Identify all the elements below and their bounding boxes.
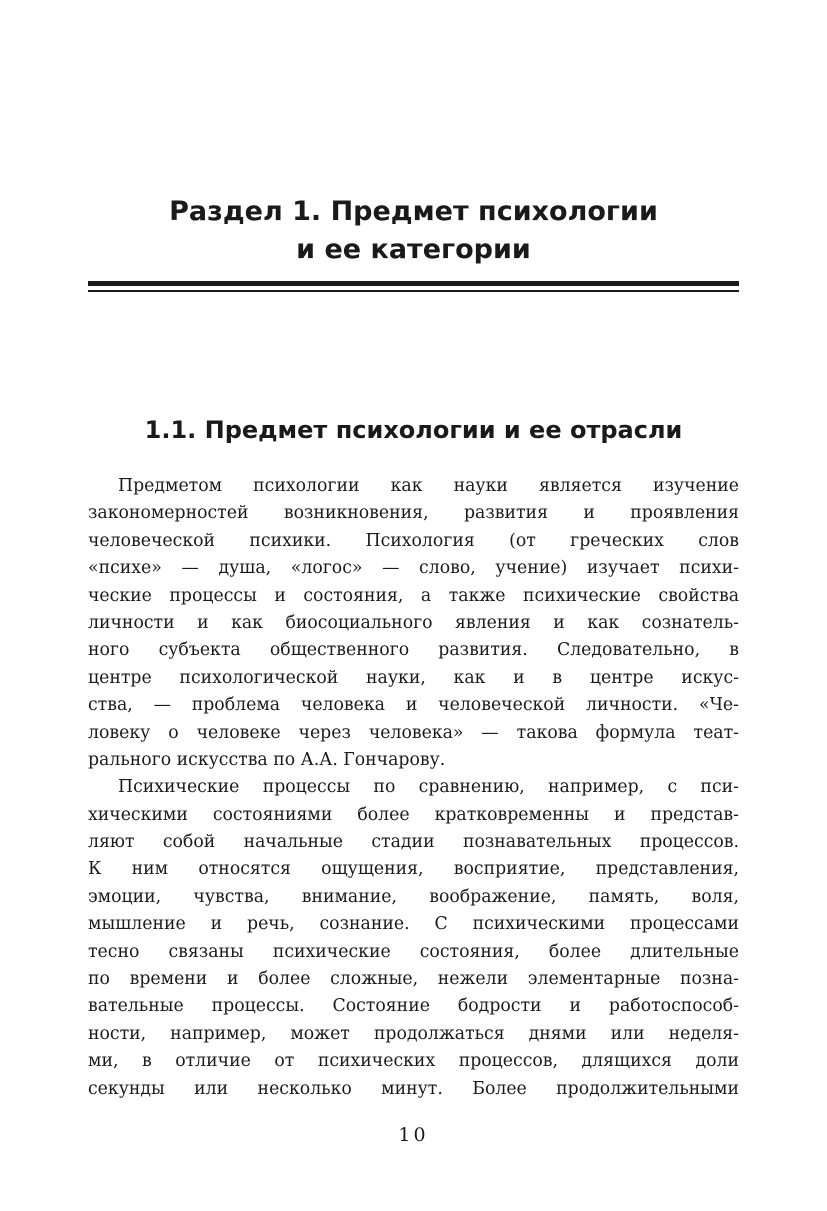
text-line: хическими состояниями более кратковременны и представ- [88, 804, 739, 825]
text-line: мышление и речь, сознание. С психическими процессами [88, 914, 739, 935]
paragraph-2 [88, 774, 739, 1103]
text-line: человеческой психики. Психология (от греческих слов [88, 530, 739, 551]
text-line: вательные процессы. Состояние бодрости и работоспособ- [88, 996, 739, 1017]
chapter-title-line-1: Раздел 1. Предмет психологии [169, 196, 658, 227]
text-line: ческие процессы и состояния, а также психические свойства [88, 585, 739, 606]
text-line: ми, в отличие от психических процессов, длящихся доли [88, 1051, 739, 1072]
text-line: тесно связаны психические состояния, более длительные [88, 941, 739, 962]
text-line: «психе» — душа, «логос» — слово, учение) изучает психи- [88, 558, 739, 579]
text-line: рального искусства по А.А. Гончарову. [88, 749, 446, 770]
title-rule-thick [88, 281, 739, 286]
text-line: личности и как биосоциального явления и как сознатель- [88, 612, 739, 633]
text-line: секунды или несколько минут. Более продолжительными [88, 1078, 739, 1099]
text-line: ляют собой начальные стадии познавательных процессов. [88, 832, 739, 853]
text-line: эмоции, чувства, внимание, воображение, память, воля, [88, 886, 739, 907]
text-line: ства, — проблема человека и человеческой личности. «Че- [88, 695, 739, 716]
text-line: ности, например, может продолжаться днями или неделя- [88, 1023, 739, 1044]
text-line: Предметом психологии как науки является изучение [118, 476, 739, 496]
chapter-title-line-2: и ее категории [296, 234, 531, 265]
text-line: ного субъекта общественного развития. Следовательно, в [88, 640, 739, 661]
text-line: К ним относятся ощущения, восприятие, представления, [88, 859, 739, 880]
page-number: 10 [398, 1124, 429, 1146]
section-title: 1.1. Предмет психологии и ее отрасли [144, 416, 683, 444]
text-line: по времени и более сложные, нежели элементарные позна- [88, 969, 739, 990]
text-line: закономерностей возникновения, развития и проявления [88, 503, 739, 524]
text-line: Психические процессы по сравнению, например, с пси- [118, 777, 739, 798]
paragraph-1 [88, 473, 739, 774]
text-line: ловеку о человеке через человека» — такова формула теат- [88, 722, 739, 743]
body-text [88, 473, 739, 1103]
title-rule-thin [88, 290, 739, 292]
chapter-title [88, 193, 739, 269]
text-line: центре психологической науки, как и в центре искус- [88, 667, 739, 688]
